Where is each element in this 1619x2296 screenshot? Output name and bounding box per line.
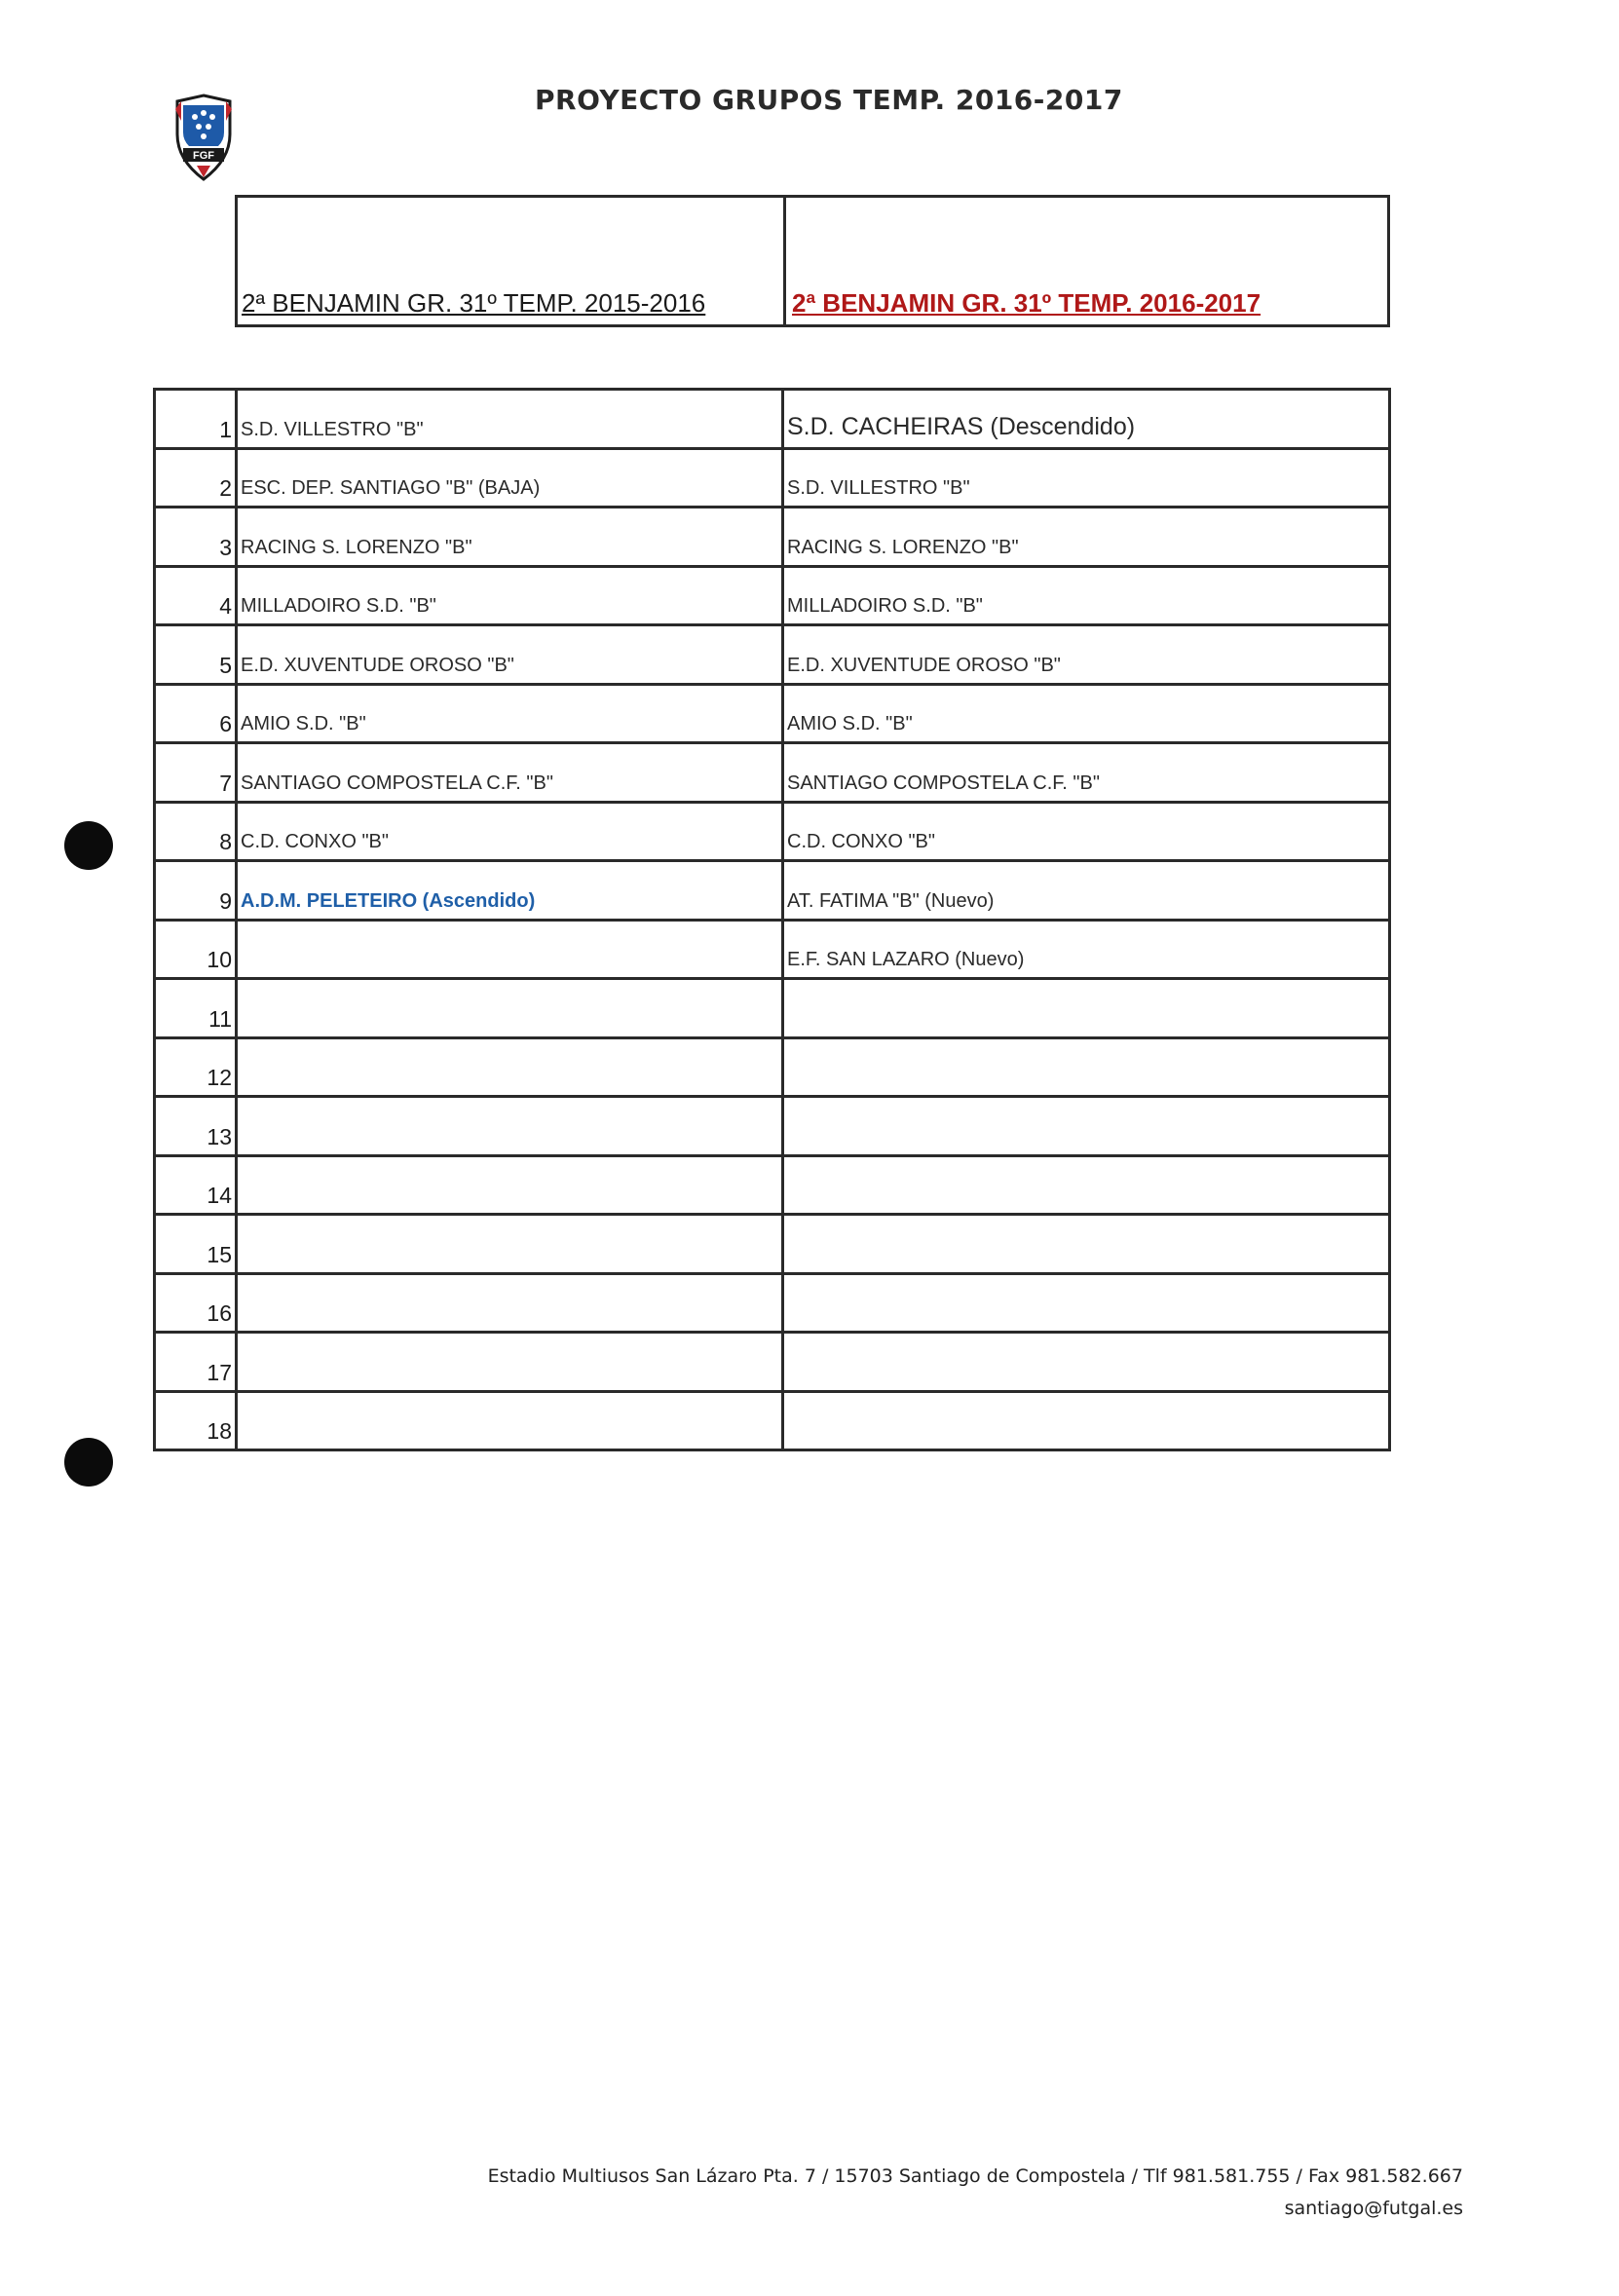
table-row	[155, 1097, 1390, 1156]
team-2015-2016	[237, 1155, 783, 1215]
page-title: PROYECTO GRUPOS TEMP. 2016-2017	[535, 84, 1123, 116]
team-2015-2016: SANTIAGO COMPOSTELA C.F. "B"	[237, 743, 783, 803]
team-2015-2016	[237, 1097, 783, 1156]
team-2015-2016	[237, 1037, 783, 1097]
team-2016-2017: C.D. CONXO "B"	[783, 802, 1390, 861]
row-number: 7	[155, 743, 237, 803]
table-row	[155, 625, 1390, 685]
team-2016-2017: MILLADOIRO S.D. "B"	[783, 566, 1390, 625]
punch-hole-bottom	[64, 1438, 113, 1487]
row-number: 6	[155, 684, 237, 743]
row-number: 16	[155, 1273, 237, 1333]
table-row	[155, 1391, 1390, 1450]
team-2016-2017	[783, 1155, 1390, 1215]
team-2015-2016: S.D. VILLESTRO "B"	[237, 390, 783, 449]
row-number: 15	[155, 1215, 237, 1274]
row-number: 12	[155, 1037, 237, 1097]
team-2015-2016	[237, 979, 783, 1038]
team-2015-2016	[237, 920, 783, 979]
team-2016-2017	[783, 979, 1390, 1038]
fgf-logo	[168, 92, 240, 183]
team-2015-2016: E.D. XUVENTUDE OROSO "B"	[237, 625, 783, 685]
current-season-cell	[786, 198, 1387, 324]
table-row	[155, 448, 1390, 508]
team-2015-2016	[237, 1391, 783, 1450]
team-2015-2016: RACING S. LORENZO "B"	[237, 508, 783, 567]
punch-hole-top	[64, 821, 113, 870]
team-2016-2017	[783, 1097, 1390, 1156]
row-number: 2	[155, 448, 237, 508]
team-2016-2017: SANTIAGO COMPOSTELA C.F. "B"	[783, 743, 1390, 803]
table-row	[155, 861, 1390, 921]
teams-table	[153, 388, 1391, 1451]
team-2016-2017: S.D. VILLESTRO "B"	[783, 448, 1390, 508]
row-number: 18	[155, 1391, 237, 1450]
table-row	[155, 1037, 1390, 1097]
team-2015-2016: A.D.M. PELETEIRO (Ascendido)	[237, 861, 783, 921]
footer	[488, 2161, 1463, 2225]
team-2016-2017: E.F. SAN LAZARO (Nuevo)	[783, 920, 1390, 979]
table-row	[155, 566, 1390, 625]
logo-text: FGF	[193, 150, 214, 162]
row-number: 4	[155, 566, 237, 625]
row-number: 8	[155, 802, 237, 861]
table-row	[155, 743, 1390, 803]
team-2016-2017	[783, 1333, 1390, 1392]
team-2015-2016: AMIO S.D. "B"	[237, 684, 783, 743]
team-2015-2016	[237, 1273, 783, 1333]
team-2015-2016: ESC. DEP. SANTIAGO "B" (BAJA)	[237, 448, 783, 508]
table-row	[155, 390, 1390, 449]
team-2015-2016	[237, 1215, 783, 1274]
team-2015-2016	[237, 1333, 783, 1392]
row-number: 11	[155, 979, 237, 1038]
team-2016-2017	[783, 1273, 1390, 1333]
group-header-table	[235, 195, 1390, 327]
table-row	[155, 684, 1390, 743]
table-row	[155, 508, 1390, 567]
previous-season-label: 2ª BENJAMIN GR. 31º TEMP. 2015-2016	[242, 288, 706, 318]
team-2016-2017	[783, 1037, 1390, 1097]
table-row	[155, 802, 1390, 861]
previous-season-cell	[238, 198, 786, 324]
team-2016-2017: AT. FATIMA "B" (Nuevo)	[783, 861, 1390, 921]
teams-table-body	[155, 390, 1390, 1450]
table-row	[155, 920, 1390, 979]
table-row	[155, 1273, 1390, 1333]
table-row	[155, 979, 1390, 1038]
current-season-label: 2ª BENJAMIN GR. 31º TEMP. 2016-2017	[792, 288, 1261, 318]
row-number: 5	[155, 625, 237, 685]
team-2016-2017: RACING S. LORENZO "B"	[783, 508, 1390, 567]
team-2015-2016: C.D. CONXO "B"	[237, 802, 783, 861]
row-number: 14	[155, 1155, 237, 1215]
team-2015-2016: MILLADOIRO S.D. "B"	[237, 566, 783, 625]
team-2016-2017: E.D. XUVENTUDE OROSO "B"	[783, 625, 1390, 685]
footer-email: santiago@futgal.es	[1284, 2198, 1463, 2219]
team-2016-2017: AMIO S.D. "B"	[783, 684, 1390, 743]
team-2016-2017	[783, 1215, 1390, 1274]
team-2016-2017	[783, 1391, 1390, 1450]
row-number: 3	[155, 508, 237, 567]
team-2016-2017: S.D. CACHEIRAS (Descendido)	[783, 390, 1390, 449]
row-number: 17	[155, 1333, 237, 1392]
row-number: 13	[155, 1097, 237, 1156]
row-number: 9	[155, 861, 237, 921]
table-row	[155, 1215, 1390, 1274]
row-number: 1	[155, 390, 237, 449]
row-number: 10	[155, 920, 237, 979]
table-row	[155, 1333, 1390, 1392]
footer-address: Estadio Multiusos San Lázaro Pta. 7 / 15703 Santiago de Compostela / Tlf 981.581.755 / Fax 981.582.667	[487, 2165, 1463, 2187]
table-row	[155, 1155, 1390, 1215]
